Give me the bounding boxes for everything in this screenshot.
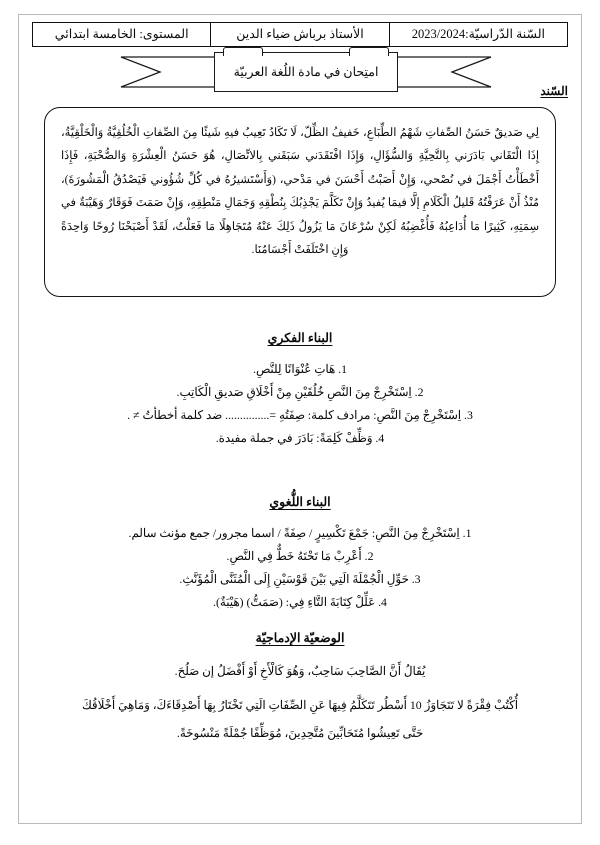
question-item: 4. عَلِّلْ كِتَابَةَ التَّاءِ فِي: (صَمَتُّ) (هَيْبَةٌ). xyxy=(213,595,387,609)
question-item: 1. هَاتِ عُنْوَانًا لِلنَّصِ. xyxy=(253,362,347,376)
section-title-lughawi: البناء اللُّغوي xyxy=(269,495,331,509)
banner-nub-left-icon xyxy=(223,47,263,56)
question-item: 3. اِسْتَخْرِجْ مِنَ النَّصِ: مرادف كلمة: صِفَتُهِ =............... ضد كلمة أخطأتُ ≠ . xyxy=(127,408,473,422)
banner-title-text: امتِحان في مادة اللُغة العربيّة xyxy=(233,65,379,79)
header-cell-level: المستوى: الخامسة ابتدائي xyxy=(33,23,211,46)
sanad-label: السّند xyxy=(540,84,568,98)
passage-text: لِي صَديقٌ حَسَنُ الصِّفاتِ شَهْمُ الطِّبَاعِ، خَفيفُ الظِّلّ، لَا تَكَادُ تَعِيبُ فيهِ شَيئًا مِنَ الصِّفاتِ الْخُلُقِيَّةُ وَالْخَلْقِيَّةُ، إِذَا الْتَقَاني بَادَرَني بِالتَّحِيَّةِ وَالسُّؤَالِ، وَإِذَا افْتَقَدَني سَبَقَني بِالاتِّصَالِ، هُوَ حَسَنُ الْعِشْرَةِ وَالصُّحْبَةِ، فَإِذَا أَخْطَأْتُ أَجْمَلَ في نُصْحي، وَإِنْ أَصَبْتُ أَحْسَنَ في مَدْحي، (وَأَسْتَشيرُهُ في كُلِّ شُؤُوني فَيَصْدُقُ الْمَشُورَةَ)، مُنْذُ أَنْ عَرَفْتُهُ قَليلُ الْكَلَامِ إلَّا فيمَا يُفيدُ وَإِنْ تَكَلَّمَ يَجْذِبُكَ بِنُطْقِهِ وَجَمَالِ مَنْطِقِهِ، وَإِنْ صَمَتَ فَوَقَارٌ وَهَيْبَةٌ في سِمَتِهِ، كَثِيرًا مَا أُدَاعِبُهُ فَأُغْضِبُهُ لَكِنْ سُرْعَانَ مَا يَزُولُ ذَلِكَ عَنْهُ مُتَجَاهِلًا مَا فَعَلْتُ، لَقَدْ أَصْبَحْنَا رُوحًا وَاحِدَةً وَإِنِ اخْتَلَفَتْ أَجْسَامُنَا. xyxy=(61,127,539,256)
question-item: 2. أَعْرِبْ مَا تَحْتَهُ خَطٌّ فِي النَّصِ. xyxy=(226,549,374,563)
passage-box xyxy=(44,107,556,297)
header-table xyxy=(32,22,568,47)
header-cell-teacher: الأستاذ برباش ضياء الدين xyxy=(211,23,389,46)
question-item: 1. اِسْتَخْرِجْ مِنَ النَّصِ: جَمْعَ تَكْسِيرٍ / صِفَةً / اسما مجرور/ جمع مؤنث سالم. xyxy=(128,526,472,540)
question-list-fikri xyxy=(44,358,556,450)
question-item: 4. وَظِّفْ كَلِمَةً: بَادَرَ في جملة مفيدة. xyxy=(215,431,385,445)
question-list-lughawi xyxy=(44,522,556,614)
banner-nub-right-icon xyxy=(349,47,389,56)
integration-task-line-1: أُكْتُبْ فِقْرَةً لا تَتَجَاوَزُ 10 أَسْطُر تَتَكَلَّمُ فِيهَا عَنِ الصِّفَاتِ الَتِي تَخْتَارُ بِهَا أَصْدِقَاءَكَ، وَمَاهِيَ أَخْلَاقُكَ xyxy=(81,698,518,712)
banner-title-box xyxy=(214,52,398,92)
title-banner xyxy=(120,50,492,94)
header-cell-year: السّنة الدّراسيّة:2023/2024 xyxy=(411,27,545,41)
question-item: 3. حَوِّلِ الْجُمْلَةَ الَتِي بَيْنَ قَوْسَيْنِ إِلَى الْمُثَنَّى الْمُؤَنَّثِ. xyxy=(179,572,421,586)
integration-prompt: يُقَالُ أَنَّ الصَّاحِبَ سَاحِبٌ، وَهُوَ كَالْأَخِ أَوْ أَفْضَلُ إن صَلُحَ. xyxy=(174,664,426,678)
section-title-idmajiyya: الوضعيّة الإدماجيّة xyxy=(255,631,345,645)
question-item: 2. اِسْتَخْرِجْ مِنَ النَّصِ خُلُقَيْنِ مِنْ أَخْلَاقِ صَديقِ الْكَاتِبِ. xyxy=(176,385,424,399)
section-title-fikri: البناء الفكري xyxy=(267,331,333,345)
integration-task-line-2: حَتَّى تَعِيشُوا مُتَحَابِّينَ مُتَّحِدِينَ، مُوَظِّفًا جُمْلَةً مَنْسُوخَةً. xyxy=(176,726,424,740)
